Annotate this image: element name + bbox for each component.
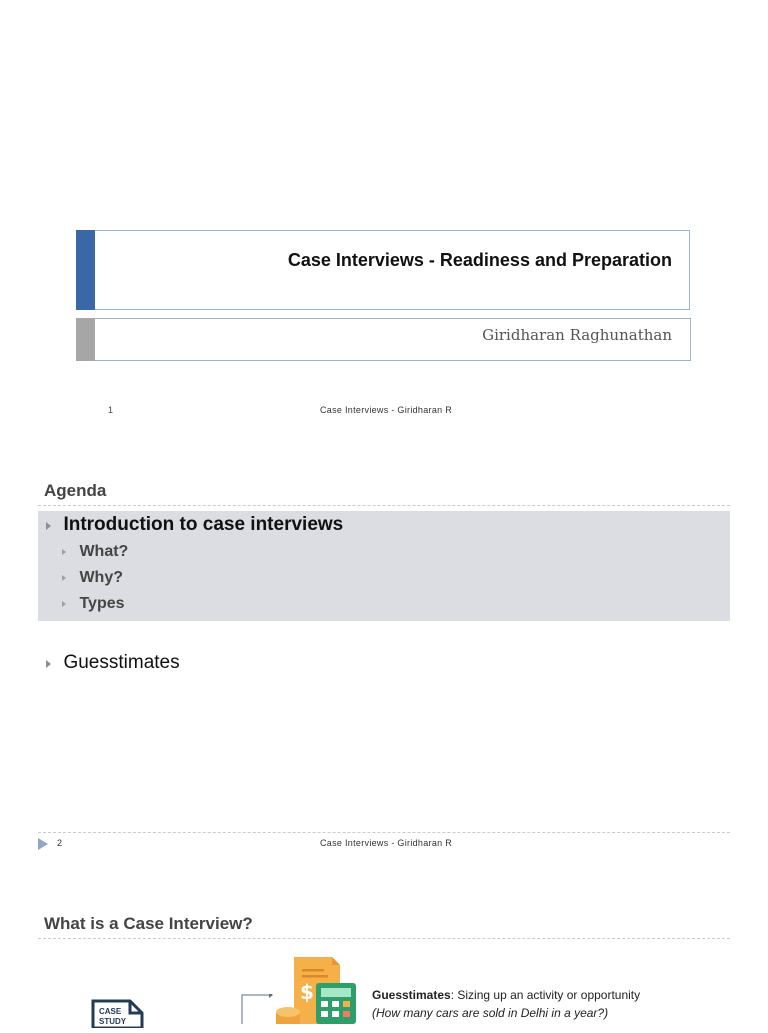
slide3-heading: What is a Case Interview? bbox=[44, 914, 253, 933]
slide1-footer: Case Interviews - Giridharan R bbox=[320, 405, 453, 415]
title-accent-bar bbox=[76, 230, 95, 310]
sub-bullet-icon bbox=[62, 549, 66, 555]
agenda-item-intro bbox=[46, 514, 343, 536]
footer-divider bbox=[38, 832, 730, 833]
case-study-icon bbox=[90, 998, 146, 1033]
sub-bullet-icon bbox=[62, 575, 66, 581]
slide3-divider bbox=[38, 938, 730, 939]
guesstimates-definition bbox=[372, 988, 712, 1002]
page-number-2: 2 bbox=[57, 838, 63, 848]
agenda-subitem-types bbox=[62, 595, 125, 613]
svg-text:$: $ bbox=[300, 980, 314, 1004]
agenda-item-label: Guesstimates bbox=[63, 652, 180, 673]
agenda-subitem-why bbox=[62, 569, 123, 587]
agenda-subitem-label: Why? bbox=[79, 569, 123, 586]
page-number-1: 1 bbox=[108, 405, 114, 415]
agenda-subitem-label: What? bbox=[79, 543, 129, 560]
agenda-subitem-what bbox=[62, 543, 128, 561]
presentation-author: Giridharan Raghunathan bbox=[482, 326, 672, 344]
case-study-icon-line2: STUDY bbox=[99, 1017, 127, 1026]
footer-arrow-icon bbox=[38, 838, 48, 850]
agenda-item-guesstimates bbox=[46, 652, 180, 674]
guesstimates-description: : Sizing up an activity or opportunity bbox=[450, 988, 641, 1002]
agenda-item-label: Introduction to case interviews bbox=[63, 514, 344, 535]
agenda-subitem-label: Types bbox=[79, 595, 125, 612]
connector-line bbox=[241, 994, 273, 1024]
calculator-money-icon bbox=[276, 955, 358, 1029]
guesstimates-term: Guesstimates bbox=[372, 988, 451, 1002]
sub-bullet-icon bbox=[62, 601, 66, 607]
guesstimates-example: (How many cars are sold in Delhi in a year?) bbox=[372, 1006, 609, 1020]
agenda-divider bbox=[38, 505, 730, 506]
agenda-heading: Agenda bbox=[44, 481, 107, 500]
presentation-title: Case Interviews - Readiness and Preparation bbox=[287, 250, 672, 270]
case-study-icon-line1: CASE bbox=[99, 1007, 122, 1016]
subtitle-accent-bar bbox=[76, 318, 95, 361]
slide2-footer: Case Interviews - Giridharan R bbox=[320, 838, 453, 848]
bullet-icon bbox=[46, 522, 51, 530]
bullet-icon bbox=[46, 660, 51, 668]
